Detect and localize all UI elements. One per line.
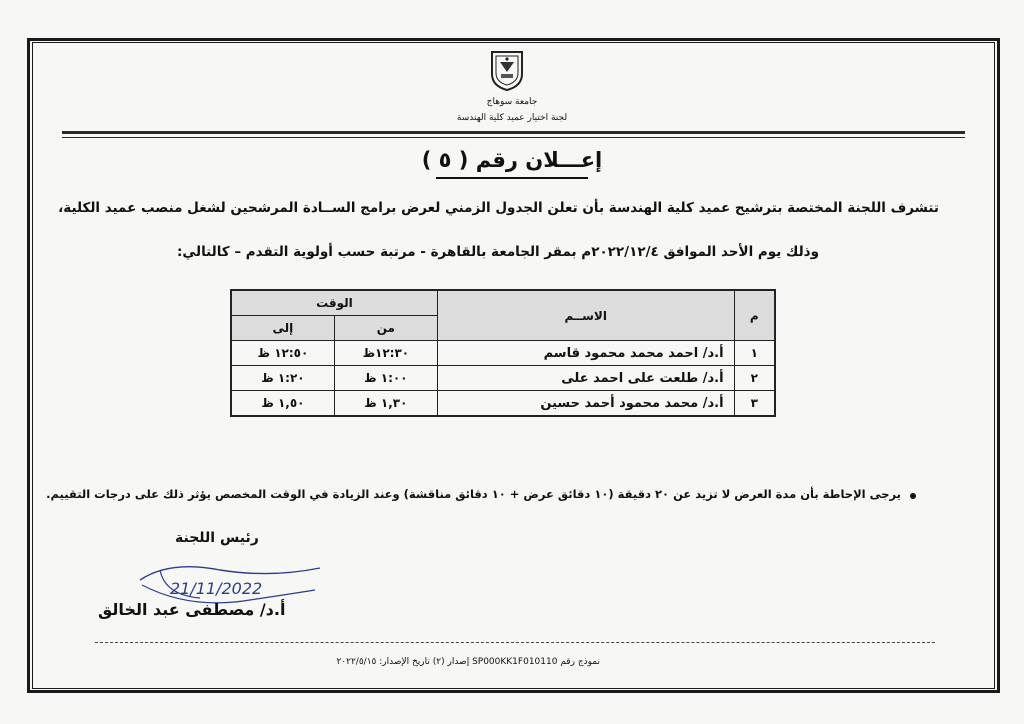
signature-name: أ.د/ مصطفى عبد الخالق <box>98 600 286 619</box>
row-to: ١٢:٥٠ ظ <box>231 341 334 366</box>
header-name: الاســم <box>437 290 734 341</box>
header-num: م <box>734 290 775 341</box>
table-row <box>231 366 775 391</box>
signature-role: رئيس اللجنة <box>175 530 259 546</box>
intro-line-2: وذلك يوم الأحد الموافق ٢٠٢٢/١٢/٤م بمقر الجامعة بالقاهرة - مرتبة حسب أولوية التقدم – كالتالي: <box>176 244 819 260</box>
footer-divider <box>95 642 935 643</box>
table-row <box>231 341 775 366</box>
row-num: ٣ <box>734 391 775 417</box>
header-from: من <box>334 316 437 341</box>
row-from: ١,٣٠ ظ <box>334 391 437 417</box>
row-num: ٢ <box>734 366 775 391</box>
header-time: الوقت <box>231 290 437 316</box>
note-text: يرجى الإحاطة بأن مدة العرض لا تزيد عن ٢٠ دقيقة (١٠ دقائق عرض + ١٠ دقائق مناقشة) وعند الزيادة في الوقت المخصص يؤثر ذلك على درجات التقييم. <box>46 487 901 501</box>
table-row <box>231 391 775 417</box>
committee-name: لجنة اختيار عميد كلية الهندسة <box>456 113 568 123</box>
note-bullet <box>910 493 916 499</box>
row-num: ١ <box>734 341 775 366</box>
header-rule-thick <box>62 131 965 134</box>
schedule-table <box>230 289 776 417</box>
intro-line-1: تتشرف اللجنة المختصة بترشيح عميد كلية الهندسة بأن تعلن الجدول الزمني لعرض برامج الســادة المرشحين لشغل منصب عميد الكلية، <box>58 200 939 216</box>
row-name: أ.د/ طلعت على احمد على <box>437 366 734 391</box>
row-to: ١:٢٠ ظ <box>231 366 334 391</box>
header-to: إلى <box>231 316 334 341</box>
row-name: أ.د/ احمد محمد محمود قاسم <box>437 341 734 366</box>
row-from: ١٢:٣٠ظ <box>334 341 437 366</box>
handwritten-date: 21/11/2022 <box>170 579 263 598</box>
row-to: ١,٥٠ ظ <box>231 391 334 417</box>
university-name: جامعة سوهاج <box>486 97 538 107</box>
row-name: أ.د/ محمد محمود أحمد حسين <box>437 391 734 417</box>
form-number: نموذج رقم SP000KK1F010110 إصدار (٢) تاريخ الإصدار: ٢٠٢٢/٥/١٥ <box>336 657 600 667</box>
title-underline <box>436 177 588 179</box>
header-rule-thin <box>62 137 965 138</box>
university-logo <box>488 48 526 92</box>
row-from: ١:٠٠ ظ <box>334 366 437 391</box>
announcement-title: إعـــلان رقم ( ٥ ) <box>421 148 603 172</box>
